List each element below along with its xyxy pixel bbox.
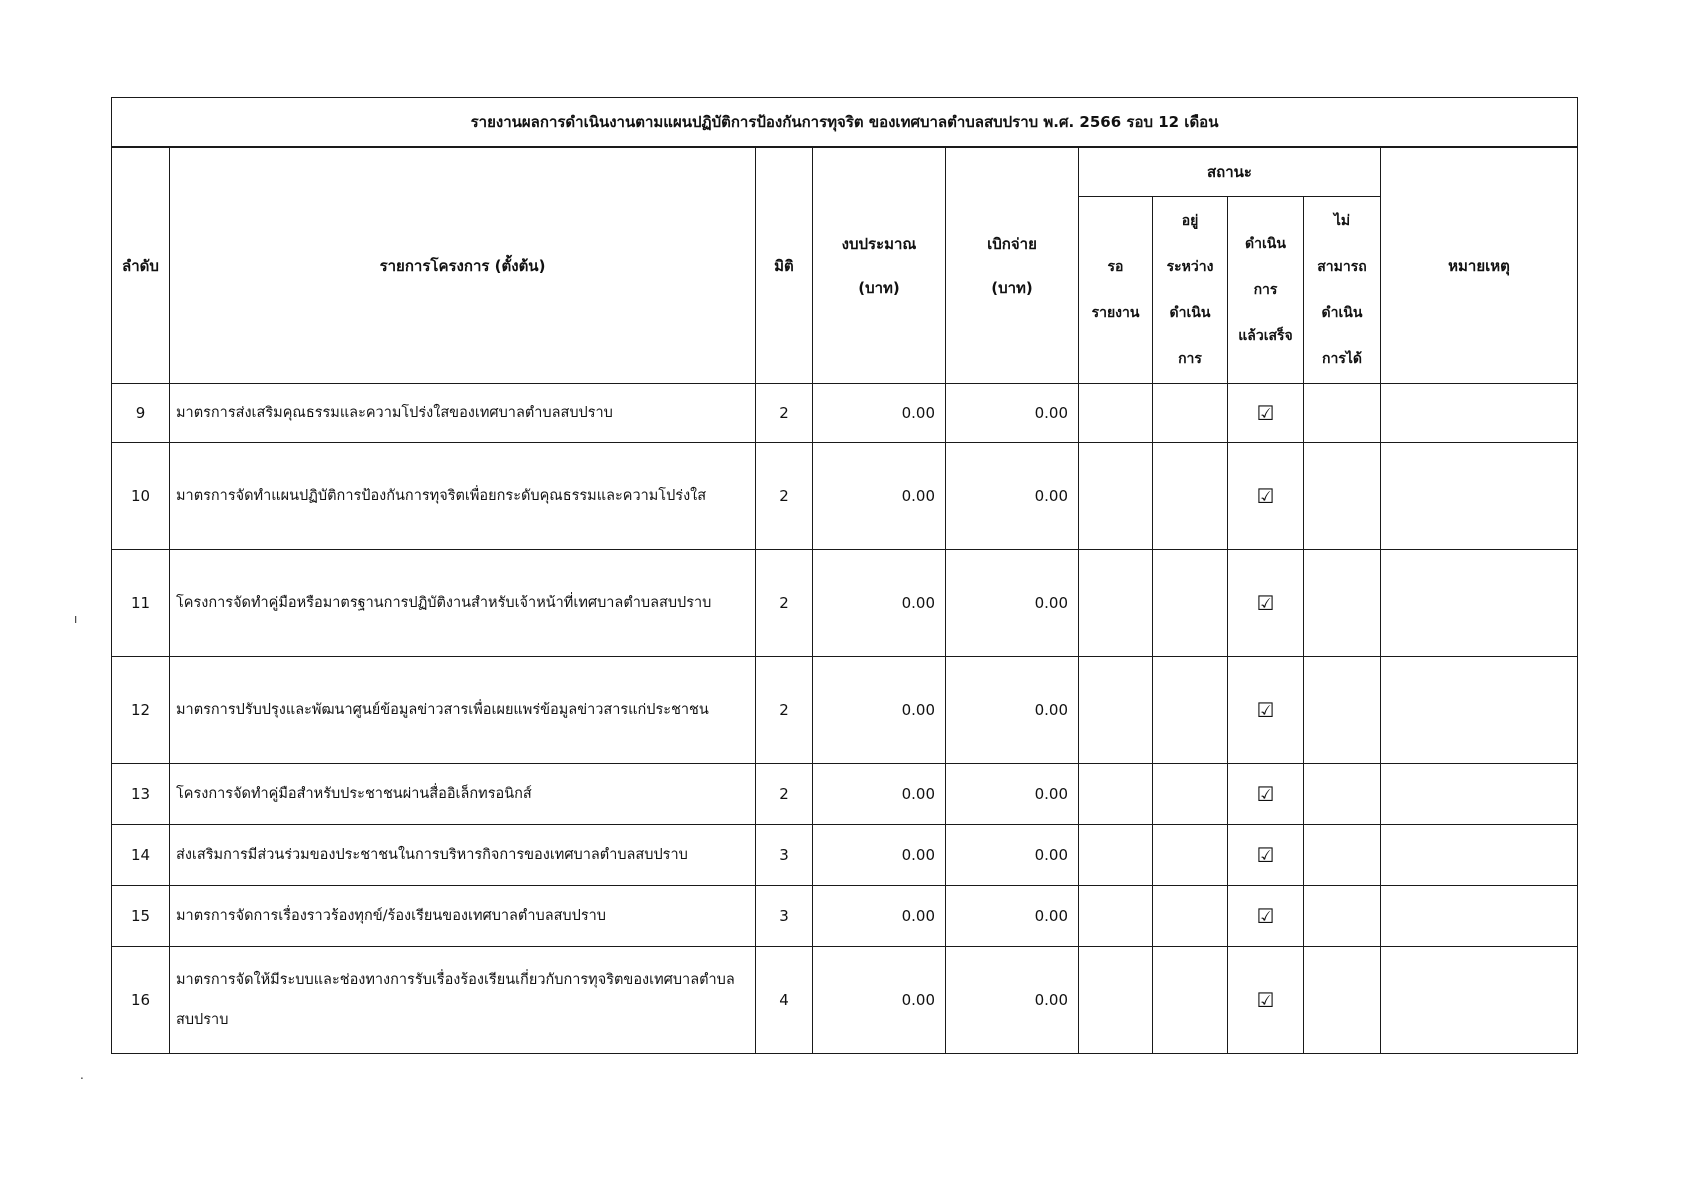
row-status-inprogress [1153, 443, 1228, 550]
row-budget: 0.00 [813, 886, 946, 947]
header-status-done [1228, 197, 1304, 384]
row-status-inprogress [1153, 550, 1228, 657]
row-status-inprogress [1153, 947, 1228, 1054]
row-status-done [1228, 657, 1304, 764]
row-status-done [1228, 443, 1304, 550]
header-status-waiting [1079, 197, 1153, 384]
row-project-name: มาตรการจัดการเรื่องราวร้องทุกข์/ร้องเรียนของเทศบาลตำบลสบปราบ [170, 886, 756, 947]
row-dimension: 2 [756, 384, 813, 443]
row-dimension: 2 [756, 550, 813, 657]
row-status-waiting [1079, 443, 1153, 550]
row-budget: 0.00 [813, 550, 946, 657]
row-dimension: 2 [756, 657, 813, 764]
row-budget: 0.00 [813, 764, 946, 825]
row-remarks [1381, 886, 1578, 947]
row-status-cannot [1304, 947, 1381, 1054]
row-status-waiting [1079, 657, 1153, 764]
row-budget: 0.00 [813, 657, 946, 764]
row-spent: 0.00 [946, 947, 1079, 1054]
header-dimension: มิติ [756, 147, 813, 384]
header-status-cannot-line3: ดำเนิน [1321, 305, 1363, 321]
checkbox-checked-icon: ☑ [1256, 781, 1275, 806]
row-status-waiting [1079, 947, 1153, 1054]
checkbox-checked-icon: ☑ [1256, 903, 1275, 928]
row-seq: 10 [112, 443, 170, 550]
header-status-inprogress-line3: ดำเนิน [1169, 305, 1211, 321]
table-row [112, 947, 1578, 1054]
margin-dot: . [80, 1068, 84, 1082]
header-spent-line2: (บาท) [991, 278, 1033, 297]
header-status-waiting-line1: รอ [1107, 259, 1124, 275]
row-seq: 9 [112, 384, 170, 443]
row-status-done [1228, 384, 1304, 443]
row-seq: 13 [112, 764, 170, 825]
row-status-inprogress [1153, 384, 1228, 443]
row-status-cannot [1304, 764, 1381, 825]
row-project-name: ส่งเสริมการมีส่วนร่วมของประชาชนในการบริหารกิจการของเทศบาลตำบลสบปราบ [170, 825, 756, 886]
row-status-inprogress [1153, 657, 1228, 764]
row-status-cannot [1304, 550, 1381, 657]
row-status-inprogress [1153, 886, 1228, 947]
header-seq: ลำดับ [112, 147, 170, 384]
row-dimension: 4 [756, 947, 813, 1054]
row-seq: 15 [112, 886, 170, 947]
row-budget: 0.00 [813, 384, 946, 443]
row-project-name: มาตรการปรับปรุงและพัฒนาศูนย์ข้อมูลข่าวสารเพื่อเผยแพร่ข้อมูลข่าวสารแก่ประชาชน [170, 657, 756, 764]
row-project-name: มาตรการส่งเสริมคุณธรรมและความโปร่งใสของเทศบาลตำบลสบปราบ [170, 384, 756, 443]
checkbox-checked-icon: ☑ [1256, 697, 1275, 722]
table-row [112, 764, 1578, 825]
row-status-inprogress [1153, 825, 1228, 886]
row-seq: 16 [112, 947, 170, 1054]
header-status-cannot-line2: สามารถ [1317, 259, 1367, 275]
header-status-cannot-line4: การได้ [1322, 351, 1362, 367]
table-row [112, 886, 1578, 947]
row-status-inprogress [1153, 764, 1228, 825]
header-status-inprogress-line4: การ [1178, 351, 1202, 367]
row-dimension: 2 [756, 443, 813, 550]
row-budget: 0.00 [813, 825, 946, 886]
row-status-cannot [1304, 825, 1381, 886]
checkbox-checked-icon: ☑ [1256, 842, 1275, 867]
row-status-done [1228, 886, 1304, 947]
header-status-waiting-line2: รายงาน [1091, 305, 1140, 321]
row-spent: 0.00 [946, 443, 1079, 550]
row-project-name: โครงการจัดทำคู่มือหรือมาตรฐานการปฏิบัติงานสำหรับเจ้าหน้าที่เทศบาลตำบลสบปราบ [170, 550, 756, 657]
header-status-inprogress-line2: ระหว่าง [1166, 259, 1214, 275]
header-spent-line1: เบิกจ่าย [987, 234, 1037, 253]
header-status-done-line3: แล้วเสร็จ [1238, 328, 1293, 344]
row-seq: 14 [112, 825, 170, 886]
header-status-cannot-line1: ไม่ [1333, 213, 1351, 229]
header-status: สถานะ [1079, 147, 1381, 197]
table-row [112, 657, 1578, 764]
row-remarks [1381, 947, 1578, 1054]
row-status-cannot [1304, 443, 1381, 550]
row-dimension: 3 [756, 825, 813, 886]
margin-mark: ı [74, 612, 78, 626]
row-remarks [1381, 825, 1578, 886]
row-spent: 0.00 [946, 764, 1079, 825]
table-row [112, 443, 1578, 550]
row-status-waiting [1079, 384, 1153, 443]
header-status-inprogress-line1: อยู่ [1181, 213, 1199, 229]
row-seq: 12 [112, 657, 170, 764]
header-budget-line1: งบประมาณ [841, 234, 917, 253]
report-title: รายงานผลการดำเนินงานตามแผนปฏิบัติการป้องกันการทุจริต ของเทศบาลตำบลสบปราบ พ.ศ. 2566 รอบ 12 เดือน [112, 98, 1578, 148]
checkbox-checked-icon: ☑ [1256, 483, 1275, 508]
header-status-cannot [1304, 197, 1381, 384]
header-spent [946, 147, 1079, 384]
row-status-cannot [1304, 657, 1381, 764]
row-spent: 0.00 [946, 825, 1079, 886]
table-row [112, 825, 1578, 886]
row-status-waiting [1079, 550, 1153, 657]
row-budget: 0.00 [813, 443, 946, 550]
row-status-waiting [1079, 764, 1153, 825]
header-project: รายการโครงการ (ตั้งต้น) [170, 147, 756, 384]
header-status-inprogress [1153, 197, 1228, 384]
checkbox-checked-icon: ☑ [1256, 400, 1275, 425]
header-budget [813, 147, 946, 384]
table-row [112, 550, 1578, 657]
row-spent: 0.00 [946, 550, 1079, 657]
row-spent: 0.00 [946, 886, 1079, 947]
header-remarks: หมายเหตุ [1381, 147, 1578, 384]
row-remarks [1381, 657, 1578, 764]
row-status-cannot [1304, 384, 1381, 443]
checkbox-checked-icon: ☑ [1256, 590, 1275, 615]
row-status-done [1228, 947, 1304, 1054]
header-status-done-line1: ดำเนิน [1245, 236, 1286, 252]
row-status-done [1228, 550, 1304, 657]
report-table [111, 97, 1578, 1054]
row-status-done [1228, 825, 1304, 886]
row-seq: 11 [112, 550, 170, 657]
row-status-cannot [1304, 886, 1381, 947]
header-status-done-line2: การ [1253, 282, 1278, 298]
row-project-name: โครงการจัดทำคู่มือสำหรับประชาชนผ่านสื่ออิเล็กทรอนิกส์ [170, 764, 756, 825]
row-budget: 0.00 [813, 947, 946, 1054]
table-row [112, 384, 1578, 443]
checkbox-checked-icon: ☑ [1256, 987, 1275, 1012]
row-status-done [1228, 764, 1304, 825]
row-dimension: 3 [756, 886, 813, 947]
row-remarks [1381, 443, 1578, 550]
row-status-waiting [1079, 886, 1153, 947]
row-spent: 0.00 [946, 657, 1079, 764]
row-project-name: มาตรการจัดให้มีระบบและช่องทางการรับเรื่องร้องเรียนเกี่ยวกับการทุจริตของเทศบาลตำบลสบปราบ [170, 947, 756, 1054]
row-spent: 0.00 [946, 384, 1079, 443]
row-status-waiting [1079, 825, 1153, 886]
row-remarks [1381, 764, 1578, 825]
row-project-name: มาตรการจัดทำแผนปฏิบัติการป้องกันการทุจริตเพื่อยกระดับคุณธรรมและความโปร่งใส [170, 443, 756, 550]
row-dimension: 2 [756, 764, 813, 825]
row-remarks [1381, 384, 1578, 443]
header-budget-line2: (บาท) [858, 278, 900, 297]
row-remarks [1381, 550, 1578, 657]
